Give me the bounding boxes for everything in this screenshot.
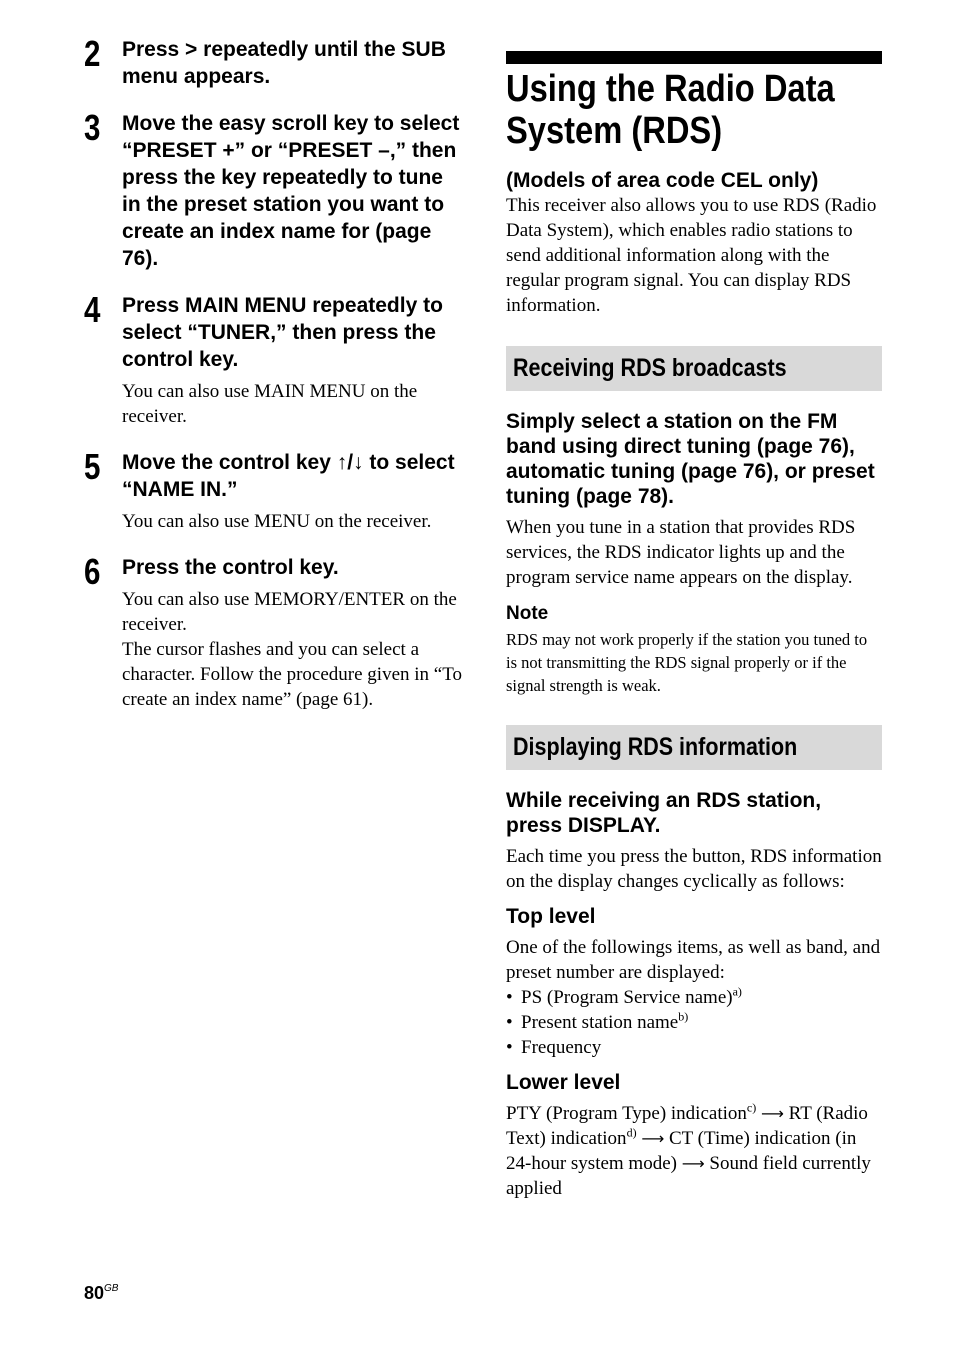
instruction-heading: Simply select a station on the FM band using direct tuning (page 76), automatic tuning (page 76), or preset tuning (page 78). (506, 410, 875, 508)
step-note: You can also use MAIN MENU on the receiver. (122, 381, 418, 427)
title-rule (506, 51, 882, 64)
lower-level-label: Lower level (506, 1071, 621, 1094)
section-heading-receiving (506, 346, 882, 391)
arrow-right-icon: ⟶ (760, 1104, 784, 1123)
step (84, 551, 464, 712)
step-number: 2 (84, 33, 101, 74)
step-title: Move the control key ↑/↓ to select “NAME IN.” (122, 451, 455, 501)
step (84, 33, 464, 90)
step-note: You can also use MENU on the receiver. (122, 511, 432, 532)
displaying-text: Each time you press the button, RDS information on the display changes cyclically as follows: (506, 846, 882, 892)
step-number: 3 (84, 107, 101, 148)
list-item: • Frequency (506, 1035, 882, 1060)
top-level-text: One of the followings items, as well as band, and preset number are displayed: (506, 937, 881, 983)
top-level-label: Top level (506, 905, 596, 928)
arrow-right-icon: ⟶ (681, 1154, 705, 1173)
section-heading-text: Receiving RDS broadcasts (513, 354, 787, 382)
step-number: 6 (84, 551, 101, 592)
step-number: 5 (84, 446, 101, 487)
step (84, 107, 464, 272)
page-number: $80^{GB}$ (84, 1283, 119, 1303)
section-heading-text: Displaying RDS information (513, 733, 798, 761)
page-title: Using the Radio Data System (RDS) (506, 68, 835, 152)
top-level-list (506, 985, 882, 1060)
intro-text: This receiver also allows you to use RDS (Radio Data System), which enables radio stations to send additional information along with the regular program signal. You can display RDS information. (506, 195, 877, 316)
note-text: RDS may not work properly if the station you tuned to is not transmitting the RDS signal properly or if the signal strength is weak. (506, 630, 868, 695)
step-body (122, 587, 464, 712)
arrow-right-icon: ⟶ (641, 1129, 665, 1148)
right-column (506, 51, 882, 1201)
step (84, 289, 464, 429)
list-item: • PS (Program Service name)$^{a)}$ (506, 985, 882, 1010)
lower-level-text: PTY (Program Type) indication$^{c)}$ ⟶ RT (Radio Text) indication$^{d)}$ ⟶ CT (Time) indication (in 24-hour system mode) ⟶ Sound field currently applied (506, 1100, 871, 1199)
step-body (122, 379, 464, 429)
step-number: 4 (84, 289, 101, 330)
instruction-heading: While receiving an RDS station, press DISPLAY. (506, 789, 822, 837)
step-note: You can also use MEMORY/ENTER on the receiver. (122, 589, 457, 635)
step-title: Move the easy scroll key to select “PRESET +” or “PRESET –,” then press the key repeatedly to tune in the preset station you want to create an index name for (page 76). (122, 112, 460, 270)
step-body (122, 509, 464, 534)
left-column (84, 33, 464, 732)
receiving-text: When you tune in a station that provides RDS services, the RDS indicator lights up and the program service name appears on the display. (506, 517, 856, 588)
step-title: Press > repeatedly until the SUB menu appears. (122, 38, 446, 88)
step-title: Press the control key. (122, 556, 339, 579)
list-item: • Present station name$^{b)}$ (506, 1010, 882, 1035)
step (84, 446, 464, 534)
section-heading-displaying (506, 725, 882, 770)
note-label: Note (506, 603, 549, 624)
step-note: The cursor flashes and you can select a character. Follow the procedure given in “To create an index name” (page 61). (122, 639, 463, 710)
models-note: (Models of area code CEL only) (506, 169, 819, 192)
step-title: Press MAIN MENU repeatedly to select “TUNER,” then press the control key. (122, 294, 443, 371)
